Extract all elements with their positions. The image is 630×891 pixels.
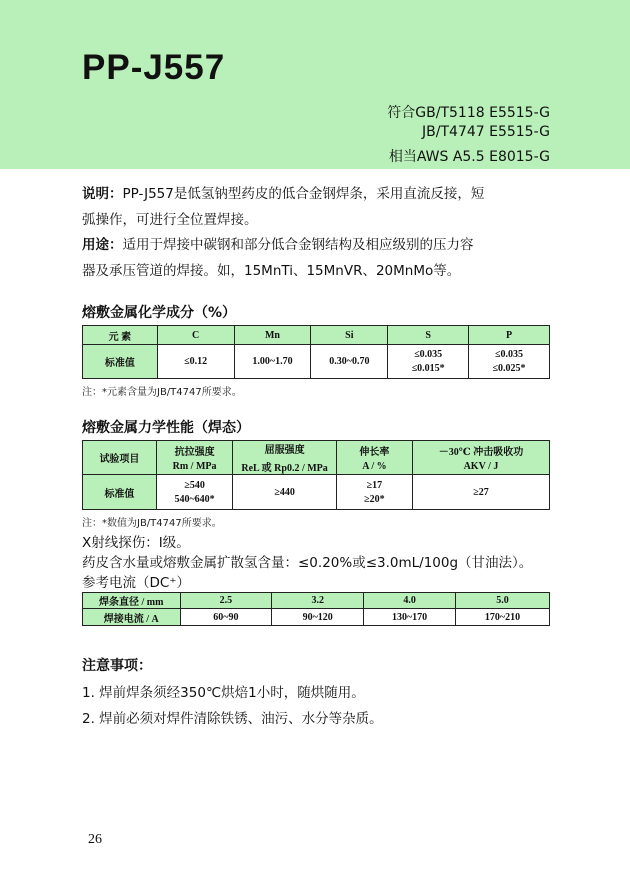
current-cur-1: 60~90 — [180, 609, 272, 626]
current-cur-4: 170~210 — [456, 609, 550, 626]
mech-note: 注：*数值为JB/T4747所要求。 — [82, 518, 222, 529]
mech-header-tensile-2: Rm / MPa — [172, 461, 217, 472]
mech-header-tensile — [156, 441, 232, 475]
mech-header-yield — [233, 441, 337, 475]
chem-header-p: P — [469, 326, 550, 345]
mech-header-impact — [412, 441, 549, 475]
mech-header-elong — [336, 441, 412, 475]
chem-header-si: Si — [311, 326, 388, 345]
description-text-2: 弧操作，可进行全位置焊接。 — [82, 212, 258, 228]
mech-value-elong — [336, 475, 412, 510]
chem-header-s: S — [388, 326, 469, 345]
chem-value-si: 0.30~0.70 — [311, 345, 388, 379]
mech-header-yield-1: 屈服强度 — [264, 445, 305, 456]
mech-row-label: 标准值 — [83, 475, 157, 510]
mech-header-elong-1: 伸长率 — [359, 447, 390, 458]
moisture-line: 药皮含水量或熔敷金属扩散氢含量：≤0.20%或≤3.0mL/100g（甘油法）。 — [82, 555, 533, 571]
mech-header-elong-2: A / % — [362, 461, 387, 472]
mech-elong-line-2: ≥20* — [364, 493, 385, 505]
current-cur-3: 130~170 — [364, 609, 456, 626]
mech-header-yield-2: ReL 或 Rp0.2 / MPa — [241, 463, 328, 474]
current-dia-2: 3.2 — [272, 593, 364, 609]
chem-value-mn: 1.00~1.70 — [234, 345, 311, 379]
chem-value-p — [469, 345, 550, 379]
chem-header-c: C — [157, 326, 234, 345]
mech-elong-line-1: ≥17 — [366, 479, 383, 491]
current-cur-2: 90~120 — [272, 609, 364, 626]
usage-text-2: 器及承压管道的焊接。如，15MnTi、15MnVR、20MnMo等。 — [82, 263, 461, 279]
mech-header-tensile-1: 抗拉强度 — [174, 447, 215, 458]
chem-value-s — [388, 345, 469, 379]
usage — [82, 232, 552, 284]
chem-s-line-2: ≤0.015* — [411, 363, 445, 374]
usage-text-1: 适用于焊接中碳钢和部分低合金钢结构及相应级别的压力容 — [122, 237, 474, 253]
standard-line-2: JB/T4747 E5515-G — [422, 124, 550, 140]
mech-value-tensile — [156, 475, 232, 510]
chem-value-c: ≤0.12 — [157, 345, 234, 379]
description-label: 说明： — [82, 186, 123, 202]
mech-header-item: 试验项目 — [83, 441, 157, 475]
mech-tensile-line-1: ≥540 — [184, 479, 205, 491]
current-section-title: 参考电流（DC⁺） — [82, 575, 190, 591]
current-dia-1: 2.5 — [180, 593, 272, 609]
current-table — [82, 592, 550, 626]
description — [82, 181, 552, 233]
chem-note: 注：*元素含量为JB/T4747所要求。 — [82, 387, 242, 398]
chem-section-title: 熔敷金属化学成分（%） — [82, 305, 237, 321]
current-dia-4: 5.0 — [456, 593, 550, 609]
chem-p-line-2: ≤0.025* — [492, 363, 526, 374]
notes-item-2: 2. 焊前必须对焊件清除铁锈、油污、水分等杂质。 — [82, 711, 383, 727]
mech-header-impact-1: －30℃ 冲击吸收功 — [438, 447, 524, 458]
chem-table — [82, 325, 550, 379]
usage-label: 用途： — [82, 237, 123, 253]
chem-header-element: 元 素 — [83, 326, 158, 345]
mech-value-yield: ≥440 — [233, 475, 337, 510]
description-text-1: PP-J557是低氢钠型药皮的低合金钢焊条，采用直流反接，短 — [122, 186, 485, 202]
product-title: PP-J557 — [82, 48, 226, 87]
current-cur-label: 焊接电流 / A — [83, 609, 181, 626]
mech-table — [82, 440, 550, 510]
current-dia-3: 4.0 — [364, 593, 456, 609]
notes-item-1: 1. 焊前焊条须经350℃烘焙1小时，随烘随用。 — [82, 685, 365, 701]
page-number: 26 — [88, 832, 102, 847]
chem-header-mn: Mn — [234, 326, 311, 345]
header-band — [0, 0, 630, 169]
xray-line: X射线探伤：Ⅰ级。 — [82, 535, 190, 551]
chem-row-label: 标准值 — [83, 345, 158, 379]
current-dia-label: 焊条直径 / mm — [83, 593, 181, 609]
notes-title: 注意事项： — [82, 658, 152, 674]
chem-p-line-1: ≤0.035 — [495, 349, 524, 360]
standard-line-3: 相当AWS A5.5 E8015-G — [388, 149, 550, 165]
mech-tensile-line-2: 540~640* — [174, 493, 215, 505]
mech-section-title: 熔敷金属力学性能（焊态） — [82, 420, 250, 436]
standard-line-1: 符合GB/T5118 E5515-G — [387, 105, 550, 121]
mech-value-impact: ≥27 — [412, 475, 549, 510]
mech-header-impact-2: AKV / J — [463, 461, 499, 472]
chem-s-line-1: ≤0.035 — [414, 349, 443, 360]
